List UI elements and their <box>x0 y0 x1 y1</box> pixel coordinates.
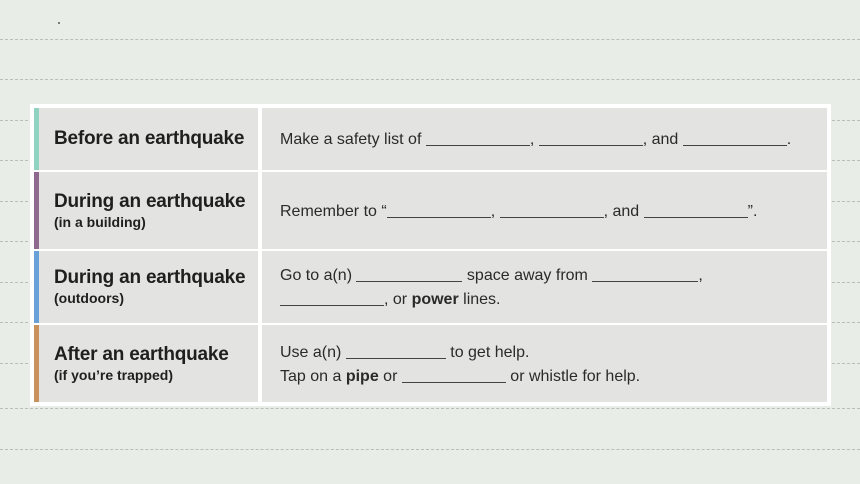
fill-blank[interactable] <box>402 366 506 383</box>
row-subtitle: (in a building) <box>54 213 146 230</box>
prompt-text: Use a(n) <box>280 343 346 361</box>
accent-bar <box>34 172 39 249</box>
fill-blank[interactable] <box>356 265 462 282</box>
prompt-line <box>280 263 827 287</box>
row-subtitle: (if you’re trapped) <box>54 366 174 383</box>
table-row <box>34 251 827 323</box>
fill-blank[interactable] <box>539 129 643 146</box>
table-row <box>34 172 827 249</box>
prompt-text: or <box>378 367 402 385</box>
ruled-line <box>0 449 860 450</box>
row-heading <box>34 325 258 402</box>
table-row <box>34 325 827 402</box>
prompt-text: Tap on a <box>280 367 346 385</box>
prompt-text: , or <box>384 291 412 308</box>
prompt-text: Remember to “ <box>280 202 387 220</box>
fill-blank[interactable] <box>592 265 698 282</box>
prompt-line <box>280 340 827 364</box>
ruled-line <box>0 408 860 409</box>
fill-blank[interactable] <box>346 342 446 359</box>
row-title: Before an earthquake <box>54 128 245 149</box>
prompt-text: , <box>698 267 703 284</box>
prompt-line <box>280 199 827 223</box>
row-prompt <box>262 251 827 323</box>
fill-blank[interactable] <box>426 129 530 146</box>
row-prompt <box>262 325 827 402</box>
corner-dot <box>58 22 60 24</box>
row-heading <box>34 108 258 170</box>
prompt-text: Go to a(n) <box>280 267 357 284</box>
prompt-text: , and <box>642 131 683 148</box>
prompt-text: , <box>490 202 500 220</box>
row-title: After an earthquake <box>54 343 229 365</box>
prompt-keyword: pipe <box>345 367 379 385</box>
prompt-text: lines. <box>458 291 501 308</box>
prompt-line <box>280 287 827 311</box>
fill-blank[interactable] <box>644 201 748 218</box>
ruled-line <box>0 39 860 40</box>
earthquake-safety-table <box>30 104 831 406</box>
row-heading <box>34 251 258 323</box>
row-heading <box>34 172 258 249</box>
prompt-text: to get help. <box>445 343 530 361</box>
prompt-text: . <box>786 131 792 148</box>
fill-blank[interactable] <box>387 201 491 218</box>
table-row <box>34 108 827 170</box>
prompt-keyword: power <box>411 291 459 308</box>
ruled-line <box>0 79 860 80</box>
fill-blank[interactable] <box>500 201 604 218</box>
prompt-text: Make a safety list of <box>280 131 426 148</box>
prompt-text: ”. <box>747 202 758 220</box>
accent-bar <box>34 251 39 323</box>
row-title: During an earthquake <box>54 267 246 288</box>
prompt-line <box>280 364 827 388</box>
fill-blank[interactable] <box>683 129 787 146</box>
prompt-text: or whistle for help. <box>505 367 641 385</box>
row-prompt <box>262 108 827 170</box>
accent-bar <box>34 108 39 170</box>
accent-bar <box>34 325 39 402</box>
prompt-text: space away from <box>462 267 593 284</box>
row-subtitle: (outdoors) <box>54 290 124 306</box>
prompt-text: , <box>529 131 539 148</box>
prompt-text: , and <box>603 202 644 220</box>
prompt-line <box>280 127 827 151</box>
row-title: During an earthquake <box>54 190 246 212</box>
fill-blank[interactable] <box>280 289 384 306</box>
row-prompt <box>262 172 827 249</box>
